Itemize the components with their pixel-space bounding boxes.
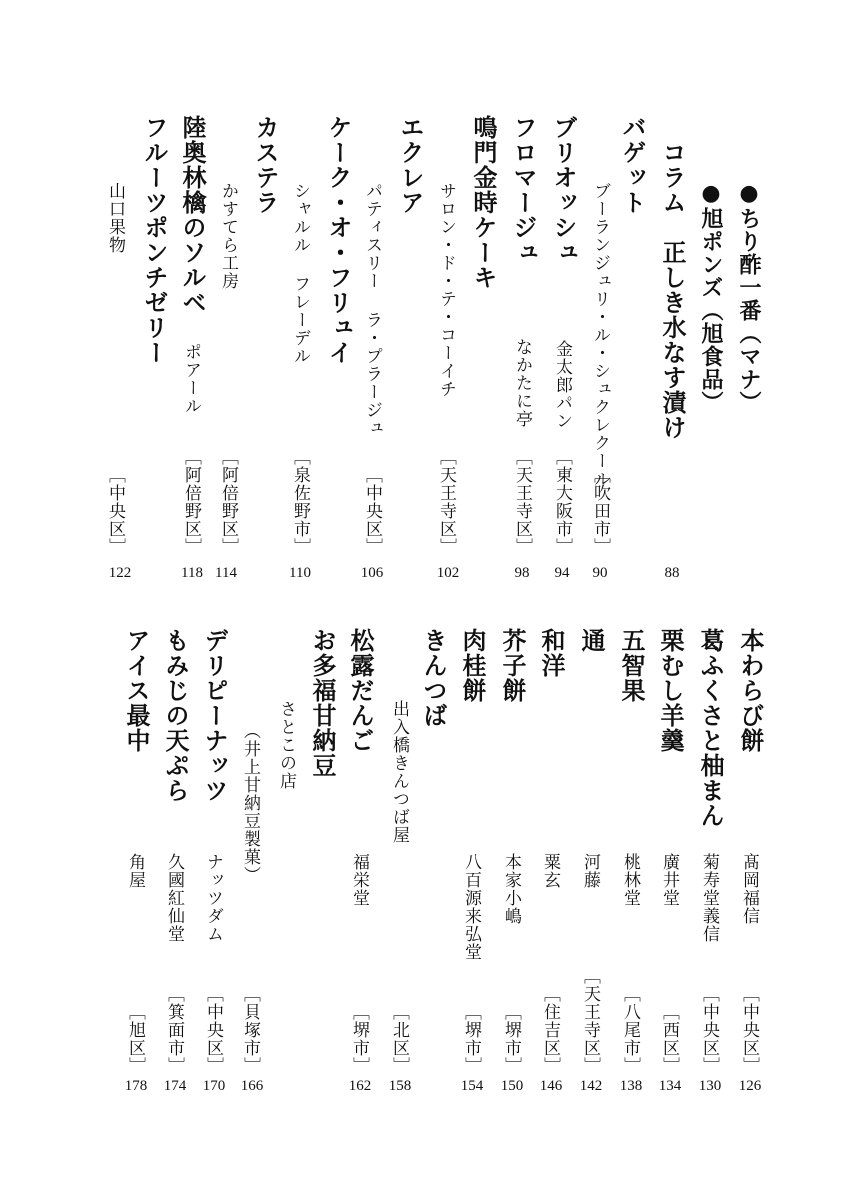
area-label: ［堺市］ xyxy=(349,1003,369,1075)
area-label: ［中央区］ xyxy=(362,466,382,556)
area-label: ［中央区］ xyxy=(739,985,759,1075)
page-number: 94 xyxy=(554,565,570,581)
page-number: 158 xyxy=(388,1078,412,1094)
shop-name: 本家小嶋 xyxy=(501,853,521,925)
shop-name: 髙岡福信 xyxy=(739,853,759,925)
page-number: 146 xyxy=(539,1078,563,1094)
entry-title: 本わらび餅 xyxy=(736,628,765,753)
area-label: ［八尾市］ xyxy=(620,985,640,1075)
page-number: 130 xyxy=(698,1078,722,1094)
shop-name: シャルル フレーデル xyxy=(290,182,310,365)
entry-title: きんつば xyxy=(419,628,448,728)
entry-title: フロマージュ xyxy=(509,115,538,265)
area-label: ［阿倍野区］ xyxy=(181,448,201,556)
area-label: ［箕面市］ xyxy=(164,985,184,1075)
page-number: 98 xyxy=(514,565,530,581)
page-number: 106 xyxy=(360,565,384,581)
shop-name: 山口果物 xyxy=(105,182,125,254)
entry-title: フルーツポンチゼリー xyxy=(140,115,169,365)
entry-title: もみじの天ぷら xyxy=(161,628,190,803)
page-number: 150 xyxy=(500,1078,524,1094)
page-number: 166 xyxy=(240,1078,264,1094)
entry-title: 鳴門金時ケーキ xyxy=(469,115,498,290)
entry-title: アイス最中 xyxy=(122,628,151,753)
area-label: ［阿倍野区］ xyxy=(218,448,238,556)
shop-name-sub: （井上甘納豆製菓） xyxy=(240,722,260,884)
page-number: 138 xyxy=(619,1078,643,1094)
shop-name: 出入橋きんつば屋 xyxy=(389,700,409,844)
area-label: ［中央区］ xyxy=(699,985,719,1075)
area-label: ［住吉区］ xyxy=(540,985,560,1075)
page-number: 142 xyxy=(579,1078,603,1094)
entry-title: エクレア xyxy=(396,115,425,215)
shop-name: 河藤 xyxy=(580,853,600,889)
shop-name: かすてら工房 xyxy=(218,182,238,290)
shop-name: 八百源来弘堂 xyxy=(461,853,481,961)
shop-name: 金太郎パン xyxy=(552,340,572,430)
page-number: 88 xyxy=(664,565,680,581)
area-label: ［北区］ xyxy=(389,1003,409,1075)
area-label: ［天王寺区］ xyxy=(512,448,532,556)
shop-name: 菊寿堂義信 xyxy=(699,853,719,943)
area-label: ［天王寺区］ xyxy=(436,448,456,556)
shop-name: 福栄堂 xyxy=(349,853,369,907)
entry-title: デリピーナッツ xyxy=(200,628,229,803)
page-number: 154 xyxy=(460,1078,484,1094)
shop-name: さとこの店 xyxy=(276,700,296,790)
entry-title: 芥子餅 xyxy=(498,628,527,703)
area-label: ［西区］ xyxy=(659,1003,679,1075)
entry-title: バゲット xyxy=(618,115,647,215)
shop-name: ナッツダム xyxy=(203,853,223,943)
area-label: ［吹田市］ xyxy=(590,466,610,556)
area-label: ［堺市］ xyxy=(501,1003,521,1075)
entry-title: 肉桂餅 xyxy=(458,628,487,703)
shop-name: サロン・ド・テ・コーイチ xyxy=(436,182,456,398)
page-number: 110 xyxy=(289,565,311,581)
entry-title: ブリオッシュ xyxy=(549,115,578,265)
shop-name: 桃林堂 xyxy=(620,853,640,907)
area-label: ［貝塚市］ xyxy=(240,985,260,1075)
page-number: 162 xyxy=(348,1078,372,1094)
entry-title: 栗むし羊羹 xyxy=(656,628,685,753)
entry-title: カステラ xyxy=(251,115,280,215)
entry-title: コラム 正しき水なす漬け xyxy=(658,140,687,440)
page-number: 170 xyxy=(202,1078,226,1094)
shop-name: ブーランジュリ・ル・シュクレクール xyxy=(590,182,610,488)
page-number: 126 xyxy=(738,1078,762,1094)
page-number: 174 xyxy=(163,1078,187,1094)
area-label: ［中央区］ xyxy=(203,985,223,1075)
note-title: ●旭ポンズ（旭食品） xyxy=(698,180,724,414)
shop-name: パティスリー ラ・プラージュ xyxy=(362,182,382,437)
shop-name: 久國紅仙堂 xyxy=(164,853,184,943)
shop-name: なかたに亭 xyxy=(512,338,532,428)
entry-title: お多福甘納豆 xyxy=(308,628,337,778)
entry-title: 松露だんご xyxy=(346,628,375,753)
page-number: 118 xyxy=(181,565,203,581)
area-label: ［旭区］ xyxy=(125,1003,145,1075)
shop-name: 廣井堂 xyxy=(659,853,679,907)
page-number: 114 xyxy=(215,565,237,581)
area-label: ［中央区］ xyxy=(105,466,125,556)
area-label: ［泉佐野市］ xyxy=(290,448,310,556)
page-number: 102 xyxy=(436,565,460,581)
note-title: ●ちり酢一番（マナ） xyxy=(736,180,762,414)
page-number: 134 xyxy=(658,1078,682,1094)
shop-name: ポアール xyxy=(181,343,201,415)
entry-title: 葛ふくさと柚まん xyxy=(696,628,725,828)
shop-name: 粟玄 xyxy=(540,853,560,889)
entry-title: 通 xyxy=(577,628,606,653)
entry-title: 和洋 xyxy=(537,628,566,678)
entry-title: ケーク・オ・フリュイ xyxy=(324,115,353,365)
area-label: ［東大阪市］ xyxy=(552,448,572,556)
entry-title: 陸奥林檎のソルベ xyxy=(178,115,207,315)
entry-title: 五智果 xyxy=(617,628,646,703)
page-number: 122 xyxy=(108,565,132,581)
area-label: ［堺市］ xyxy=(461,1003,481,1075)
page-number: 178 xyxy=(124,1078,148,1094)
area-label: ［天王寺区］ xyxy=(580,967,600,1075)
shop-name: 角屋 xyxy=(125,853,145,889)
page-number: 90 xyxy=(592,565,608,581)
